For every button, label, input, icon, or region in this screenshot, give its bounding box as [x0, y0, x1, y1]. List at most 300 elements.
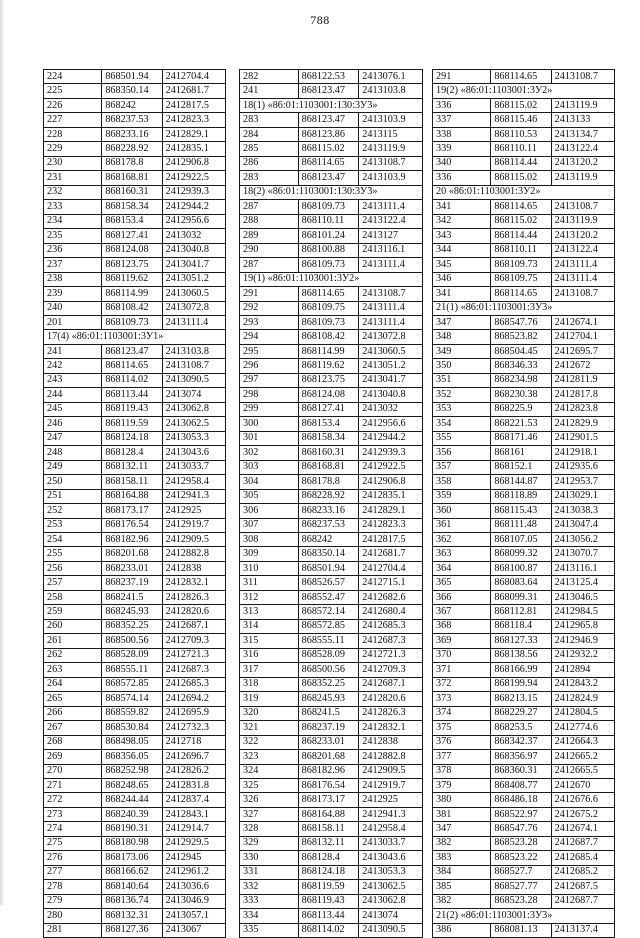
table-row [240, 214, 423, 228]
x-coordinate: 868158.11 [102, 475, 162, 489]
parcel-header-row [433, 84, 615, 98]
table-row [433, 807, 615, 821]
parcel-header-row [433, 185, 615, 199]
x-coordinate: 868244.44 [102, 793, 162, 807]
y-coordinate: 2413134.7 [551, 127, 614, 141]
point-number: 295 [240, 344, 299, 358]
x-coordinate: 868342.37 [491, 735, 551, 749]
point-number: 328 [240, 822, 299, 836]
x-coordinate: 868166.62 [102, 865, 162, 879]
y-coordinate: 2412958.4 [162, 475, 225, 489]
table-row [433, 359, 615, 373]
table-row [240, 373, 423, 387]
x-coordinate: 868352.25 [298, 677, 359, 691]
x-coordinate: 868161 [491, 446, 551, 460]
point-number: 262 [44, 648, 102, 662]
y-coordinate: 2412909.5 [162, 533, 225, 547]
x-coordinate: 868408.77 [491, 778, 551, 792]
table-row [433, 735, 615, 749]
y-coordinate: 2412817.8 [551, 388, 614, 402]
table-row [240, 576, 423, 590]
point-number: 326 [240, 793, 299, 807]
y-coordinate: 2413046.5 [551, 590, 614, 604]
y-coordinate: 2412832.1 [162, 576, 225, 590]
table-row [240, 171, 423, 185]
table-row [44, 721, 226, 735]
x-coordinate: 868201.68 [102, 547, 162, 561]
y-coordinate: 2413119.9 [551, 171, 614, 185]
y-coordinate: 2412838 [162, 561, 225, 575]
x-coordinate: 868118.89 [491, 489, 551, 503]
x-coordinate: 868124.08 [298, 388, 359, 402]
table-row [240, 344, 423, 358]
table-row [44, 880, 226, 894]
y-coordinate: 2412696.7 [162, 750, 225, 764]
y-coordinate: 2412837.4 [162, 793, 225, 807]
x-coordinate: 868114.44 [491, 156, 551, 170]
table-row [44, 402, 226, 416]
point-number: 322 [240, 735, 299, 749]
point-number: 287 [240, 258, 299, 272]
point-number: 344 [433, 243, 491, 257]
y-coordinate: 2412935.6 [551, 460, 614, 474]
point-number: 320 [240, 706, 299, 720]
point-number: 357 [433, 460, 491, 474]
x-coordinate: 868109.73 [298, 258, 359, 272]
point-number: 355 [433, 431, 491, 445]
table-row [433, 98, 615, 112]
table-row [44, 84, 226, 98]
y-coordinate: 2412958.4 [359, 822, 423, 836]
y-coordinate: 2412704.4 [162, 70, 225, 84]
table-row [240, 750, 423, 764]
x-coordinate: 868526.57 [298, 576, 359, 590]
y-coordinate: 2412826.3 [162, 590, 225, 604]
y-coordinate: 2413122.4 [551, 142, 614, 156]
point-number: 362 [433, 533, 491, 547]
x-coordinate: 868111.48 [491, 518, 551, 532]
table-row [433, 243, 615, 257]
point-number: 259 [44, 605, 102, 619]
y-coordinate: 2413108.7 [359, 156, 423, 170]
x-coordinate: 868228.92 [298, 489, 359, 503]
x-coordinate: 868110.11 [298, 214, 359, 228]
point-number: 239 [44, 287, 102, 301]
y-coordinate: 2412929.5 [162, 836, 225, 850]
point-number: 343 [433, 229, 491, 243]
table-row [433, 822, 615, 836]
y-coordinate: 2413057.1 [162, 909, 225, 923]
y-coordinate: 2412829.1 [162, 127, 225, 141]
x-coordinate: 868168.81 [298, 460, 359, 474]
table-row [433, 547, 615, 561]
y-coordinate: 2413137.4 [551, 923, 614, 937]
y-coordinate: 2413070.7 [551, 547, 614, 561]
point-number: 234 [44, 214, 102, 228]
y-coordinate: 2413111.4 [359, 301, 423, 315]
point-number: 275 [44, 836, 102, 850]
point-number: 302 [240, 446, 299, 460]
point-number: 385 [433, 880, 491, 894]
y-coordinate: 2412882.8 [359, 750, 423, 764]
y-coordinate: 2412939.3 [359, 446, 423, 460]
x-coordinate: 868081.13 [491, 923, 551, 937]
x-coordinate: 868108.42 [102, 301, 162, 315]
y-coordinate: 2413043.6 [359, 851, 423, 865]
x-coordinate: 868248.65 [102, 778, 162, 792]
table-row [433, 605, 615, 619]
x-coordinate: 868115.02 [298, 142, 359, 156]
table-row [433, 70, 615, 84]
y-coordinate: 2413120.2 [551, 156, 614, 170]
table-row [240, 634, 423, 648]
point-number: 334 [240, 909, 299, 923]
point-number: 373 [433, 692, 491, 706]
table-row [433, 634, 615, 648]
x-coordinate: 868114.99 [102, 287, 162, 301]
x-coordinate: 868119.59 [298, 880, 359, 894]
y-coordinate: 2412709.3 [359, 663, 423, 677]
point-number: 251 [44, 489, 102, 503]
table-row [433, 648, 615, 662]
table-row [433, 865, 615, 879]
table-row [44, 200, 226, 214]
point-number: 327 [240, 807, 299, 821]
x-coordinate: 868114.99 [298, 344, 359, 358]
y-coordinate: 2413051.2 [162, 272, 225, 286]
x-coordinate: 868572.14 [298, 605, 359, 619]
x-coordinate: 868178.8 [102, 156, 162, 170]
point-number: 296 [240, 359, 299, 373]
y-coordinate: 2412817.5 [162, 98, 225, 112]
table-row [44, 764, 226, 778]
x-coordinate: 868115.02 [491, 214, 551, 228]
point-number: 268 [44, 735, 102, 749]
table-row [433, 330, 615, 344]
table-row [240, 417, 423, 431]
y-coordinate: 2412685.3 [359, 619, 423, 633]
y-coordinate: 2413116.1 [551, 561, 614, 575]
point-number: 244 [44, 388, 102, 402]
point-number: 332 [240, 880, 299, 894]
point-number: 342 [433, 214, 491, 228]
table-row [240, 460, 423, 474]
table-row [433, 272, 615, 286]
point-number: 319 [240, 692, 299, 706]
point-number: 352 [433, 388, 491, 402]
table-row [433, 880, 615, 894]
point-number: 383 [433, 851, 491, 865]
point-number: 267 [44, 721, 102, 735]
table-row [240, 778, 423, 792]
x-coordinate: 868124.08 [102, 243, 162, 257]
y-coordinate: 2413043.6 [162, 446, 225, 460]
y-coordinate: 2412774.6 [551, 721, 614, 735]
table-row [240, 446, 423, 460]
y-coordinate: 2412941.3 [359, 807, 423, 821]
x-coordinate: 868164.88 [298, 807, 359, 821]
table-row [44, 156, 226, 170]
point-number: 257 [44, 576, 102, 590]
x-coordinate: 868101.24 [298, 229, 359, 243]
y-coordinate: 2413032 [359, 402, 423, 416]
x-coordinate: 868164.88 [102, 489, 162, 503]
y-coordinate: 2412694.2 [162, 692, 225, 706]
table-row [44, 229, 226, 243]
y-coordinate: 2413111.4 [359, 200, 423, 214]
point-number: 285 [240, 142, 299, 156]
y-coordinate: 2412843.1 [162, 807, 225, 821]
x-coordinate: 868115.46 [491, 113, 551, 127]
table-row [433, 142, 615, 156]
x-coordinate: 868213.15 [491, 692, 551, 706]
point-number: 253 [44, 518, 102, 532]
point-number: 358 [433, 475, 491, 489]
point-number: 247 [44, 431, 102, 445]
table-row [433, 446, 615, 460]
y-coordinate: 2412681.7 [359, 547, 423, 561]
parcel-header-label: 17(4) «86:01:1103001:3У1» [44, 330, 226, 344]
point-number: 378 [433, 764, 491, 778]
y-coordinate: 2413060.5 [359, 344, 423, 358]
y-coordinate: 2412687.7 [551, 836, 614, 850]
y-coordinate: 2412829.9 [551, 417, 614, 431]
x-coordinate: 868112.81 [491, 605, 551, 619]
x-coordinate: 868230.38 [491, 388, 551, 402]
parcel-header-row [433, 301, 615, 315]
x-coordinate: 868523.82 [491, 330, 551, 344]
point-number: 230 [44, 156, 102, 170]
y-coordinate: 2412918.1 [551, 446, 614, 460]
point-number: 371 [433, 663, 491, 677]
table-row [44, 315, 226, 329]
table-row [44, 272, 226, 286]
table-row [44, 735, 226, 749]
y-coordinate: 2412715.1 [359, 576, 423, 590]
x-coordinate: 868158.34 [102, 200, 162, 214]
table-row [44, 533, 226, 547]
table-row [433, 793, 615, 807]
table-row [433, 258, 615, 272]
x-coordinate: 868552.47 [298, 590, 359, 604]
table-row [240, 113, 423, 127]
table-row [44, 287, 226, 301]
x-coordinate: 868500.56 [298, 663, 359, 677]
x-coordinate: 868127.36 [102, 923, 162, 937]
x-coordinate: 868233.01 [102, 561, 162, 575]
y-coordinate: 2413090.5 [162, 373, 225, 387]
x-coordinate: 868555.11 [102, 663, 162, 677]
x-coordinate: 868547.76 [491, 822, 551, 836]
y-coordinate: 2412820.6 [162, 605, 225, 619]
table-row [240, 156, 423, 170]
y-coordinate: 2413125.4 [551, 576, 614, 590]
point-number: 345 [433, 258, 491, 272]
table-row [44, 171, 226, 185]
y-coordinate: 2412685.4 [551, 851, 614, 865]
point-number: 361 [433, 518, 491, 532]
point-number: 346 [433, 272, 491, 286]
y-coordinate: 2412906.8 [359, 475, 423, 489]
point-number: 315 [240, 634, 299, 648]
y-coordinate: 2413111.4 [359, 315, 423, 329]
x-coordinate: 868123.47 [298, 113, 359, 127]
point-number: 201 [44, 315, 102, 329]
y-coordinate: 2413040.8 [162, 243, 225, 257]
x-coordinate: 868136.74 [102, 894, 162, 908]
y-coordinate: 2413074 [162, 388, 225, 402]
y-coordinate: 2412914.7 [162, 822, 225, 836]
table-row [44, 605, 226, 619]
y-coordinate: 2412823.8 [551, 402, 614, 416]
x-coordinate: 868350.14 [102, 84, 162, 98]
y-coordinate: 2413103.9 [359, 113, 423, 127]
y-coordinate: 2412965.8 [551, 619, 614, 633]
table-row [433, 836, 615, 850]
y-coordinate: 2413108.7 [359, 287, 423, 301]
point-number: 317 [240, 663, 299, 677]
table-row [44, 301, 226, 315]
x-coordinate: 868501.94 [102, 70, 162, 84]
point-number: 353 [433, 402, 491, 416]
table-row [44, 619, 226, 633]
x-coordinate: 868237.19 [102, 576, 162, 590]
point-number: 340 [433, 156, 491, 170]
table-row [433, 489, 615, 503]
point-number: 246 [44, 417, 102, 431]
y-coordinate: 2412687.5 [551, 880, 614, 894]
table-row [44, 446, 226, 460]
point-number: 377 [433, 750, 491, 764]
page-edge-shadow [0, 0, 4, 905]
x-coordinate: 868173.17 [102, 504, 162, 518]
y-coordinate: 2413133 [551, 113, 614, 127]
y-coordinate: 2412718 [162, 735, 225, 749]
point-number: 336 [433, 171, 491, 185]
parcel-header-label: 18(1) «86:01:1103001:130:3У3» [240, 98, 423, 112]
x-coordinate: 868160.31 [298, 446, 359, 460]
point-number: 303 [240, 460, 299, 474]
y-coordinate: 2413072.8 [359, 330, 423, 344]
point-number: 291 [433, 70, 491, 84]
y-coordinate: 2413060.5 [162, 287, 225, 301]
point-number: 310 [240, 561, 299, 575]
x-coordinate: 868160.31 [102, 185, 162, 199]
y-coordinate: 2413062.5 [359, 880, 423, 894]
x-coordinate: 868114.65 [298, 287, 359, 301]
y-coordinate: 2412704.4 [359, 561, 423, 575]
x-coordinate: 868168.81 [102, 171, 162, 185]
parcel-header-row [240, 272, 423, 286]
y-coordinate: 2413119.9 [551, 98, 614, 112]
x-coordinate: 868114.65 [491, 70, 551, 84]
table-row [240, 359, 423, 373]
point-number: 283 [240, 113, 299, 127]
y-coordinate: 2412665.2 [551, 750, 614, 764]
table-row [433, 590, 615, 604]
x-coordinate: 868152.1 [491, 460, 551, 474]
table-row [433, 417, 615, 431]
table-row [240, 851, 423, 865]
table-row [433, 721, 615, 735]
point-number: 329 [240, 836, 299, 850]
y-coordinate: 2413041.7 [359, 373, 423, 387]
point-number: 286 [240, 156, 299, 170]
x-coordinate: 868109.75 [298, 301, 359, 315]
table-row [44, 359, 226, 373]
table-row [240, 301, 423, 315]
table-row [240, 706, 423, 720]
table-row [433, 706, 615, 720]
parcel-header-label: 20 «86:01:1103001:3У2» [433, 185, 615, 199]
table-row [433, 750, 615, 764]
table-row [44, 417, 226, 431]
point-number: 227 [44, 113, 102, 127]
x-coordinate: 868229.27 [491, 706, 551, 720]
x-coordinate: 868182.96 [298, 764, 359, 778]
coordinate-table-column-1 [43, 69, 226, 938]
y-coordinate: 2413108.7 [551, 70, 614, 84]
table-row [44, 388, 226, 402]
x-coordinate: 868523.22 [491, 851, 551, 865]
point-number: 300 [240, 417, 299, 431]
point-number: 288 [240, 214, 299, 228]
x-coordinate: 868241.5 [298, 706, 359, 720]
y-coordinate: 2413074 [359, 909, 423, 923]
x-coordinate: 868173.17 [298, 793, 359, 807]
point-number: 350 [433, 359, 491, 373]
y-coordinate: 2413062.8 [162, 402, 225, 416]
table-row [44, 807, 226, 821]
x-coordinate: 868118.4 [491, 619, 551, 633]
coordinate-table-column-3 [432, 69, 615, 938]
x-coordinate: 868144.87 [491, 475, 551, 489]
y-coordinate: 2413029.1 [551, 489, 614, 503]
x-coordinate: 868127.41 [102, 229, 162, 243]
x-coordinate: 868221.53 [491, 417, 551, 431]
x-coordinate: 868114.44 [491, 229, 551, 243]
table-row [240, 822, 423, 836]
table-row [433, 475, 615, 489]
point-number: 243 [44, 373, 102, 387]
y-coordinate: 2412956.6 [359, 417, 423, 431]
x-coordinate: 868182.96 [102, 533, 162, 547]
table-row [433, 460, 615, 474]
y-coordinate: 2412695.9 [162, 706, 225, 720]
y-coordinate: 2413072.8 [162, 301, 225, 315]
x-coordinate: 868127.41 [298, 402, 359, 416]
table-row [433, 431, 615, 445]
y-coordinate: 2412721.3 [359, 648, 423, 662]
y-coordinate: 2413056.2 [551, 533, 614, 547]
table-row [240, 923, 423, 937]
table-row [44, 909, 226, 923]
point-number: 306 [240, 504, 299, 518]
y-coordinate: 2413032 [162, 229, 225, 243]
y-coordinate: 2413103.8 [359, 84, 423, 98]
x-coordinate: 868245.93 [298, 692, 359, 706]
y-coordinate: 2412984.5 [551, 605, 614, 619]
parcel-header-label: 18(2) «86:01:1103001:130:3У3» [240, 185, 423, 199]
point-number: 381 [433, 807, 491, 821]
x-coordinate: 868356.05 [102, 750, 162, 764]
table-row [44, 70, 226, 84]
point-number: 366 [433, 590, 491, 604]
y-coordinate: 2412804.5 [551, 706, 614, 720]
x-coordinate: 868171.46 [491, 431, 551, 445]
x-coordinate: 868122.53 [298, 70, 359, 84]
table-row [433, 576, 615, 590]
